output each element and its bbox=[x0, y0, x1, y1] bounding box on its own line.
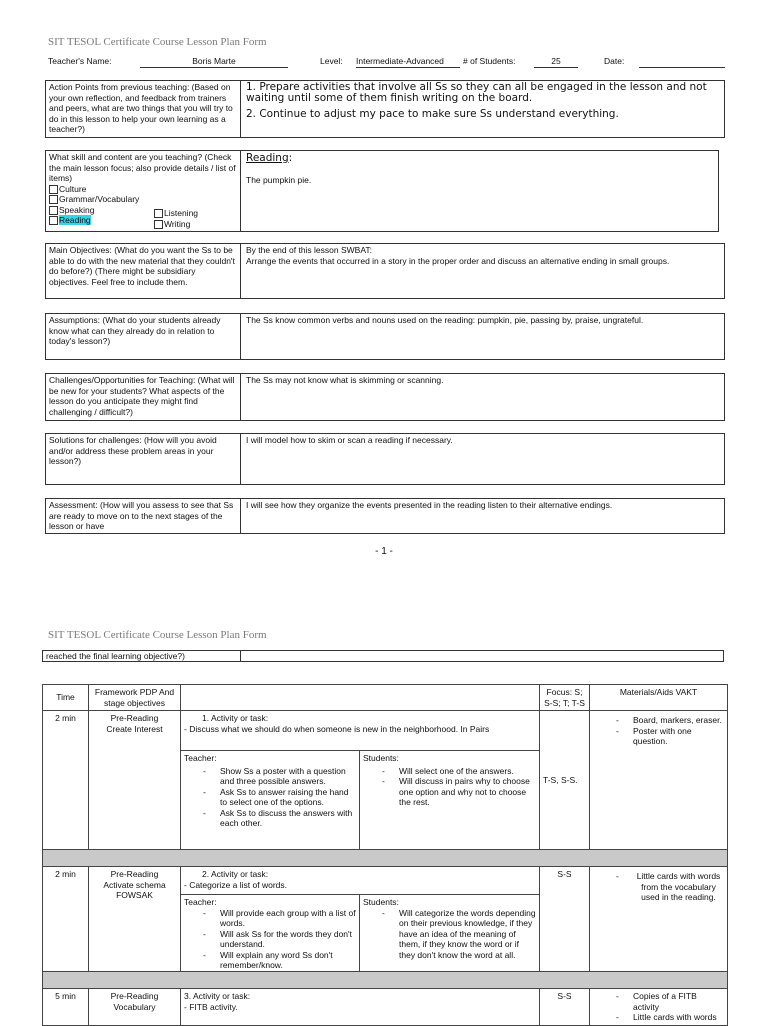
assumptions-section bbox=[45, 313, 725, 360]
row-3-materials bbox=[590, 989, 728, 1026]
table-row bbox=[43, 989, 728, 1026]
row-1-stage-title: Pre-Reading bbox=[110, 713, 159, 723]
list-item: - Ask Ss to answer raising the hand to select one of the options. bbox=[220, 787, 356, 808]
checkbox-culture[interactable] bbox=[49, 185, 58, 194]
row-1-focus: T-S, S-S. bbox=[540, 711, 590, 850]
row-2-activity[interactable] bbox=[181, 867, 540, 972]
assumptions-label: Assumptions: (What do your students already know what can they already do in relation to today's lesson?) bbox=[46, 314, 241, 359]
skill-label: What skill and content are you teaching? (Check the main lesson focus; also provide details / list of items) bbox=[49, 152, 236, 183]
option-speaking-label: Speaking bbox=[59, 204, 95, 215]
list-item: - Little cards with words from the vocabulary used in the reading. bbox=[633, 871, 724, 903]
row-1-activity-title: 1. Activity or task: bbox=[202, 713, 269, 723]
row-1-students bbox=[360, 751, 539, 849]
separator-cell bbox=[43, 972, 728, 989]
row-3-focus: S-S bbox=[540, 989, 590, 1026]
option-culture-label: Culture bbox=[59, 183, 87, 194]
assessment-continued bbox=[42, 650, 724, 662]
procedure-table bbox=[42, 684, 728, 1026]
row-1-teacher bbox=[181, 751, 360, 849]
row-1-time: 2 min bbox=[43, 711, 89, 850]
separator-cell bbox=[43, 850, 728, 867]
skill-heading bbox=[246, 152, 713, 165]
page-2-header: SIT TESOL Certificate Course Lesson Plan Form bbox=[48, 629, 267, 641]
skill-heading-text: Reading bbox=[246, 152, 289, 164]
row-3-activity[interactable] bbox=[181, 989, 540, 1026]
row-2-time: 2 min bbox=[43, 867, 89, 972]
list-item: - Board, markers, eraser. bbox=[633, 715, 724, 726]
header-time: Time bbox=[43, 685, 89, 711]
list-item: - Will explain any word Ss don't remember/know. bbox=[220, 950, 356, 971]
level-field[interactable]: Intermediate-Advanced bbox=[356, 56, 460, 68]
row-3-activity-desc: - FITB activity. bbox=[184, 1001, 238, 1012]
option-listening-label: Listening bbox=[164, 208, 199, 218]
option-reading-label: Reading bbox=[59, 215, 91, 225]
list-item: - Copies of a FITB activity bbox=[633, 991, 724, 1012]
date-field[interactable] bbox=[639, 56, 725, 68]
header-activity bbox=[181, 685, 540, 711]
table-row bbox=[43, 867, 728, 972]
teacher-name-field[interactable]: Boris Marte bbox=[140, 56, 288, 68]
row-3-stage bbox=[89, 989, 181, 1026]
row-2-focus: S-S bbox=[540, 867, 590, 972]
option-culture[interactable] bbox=[49, 184, 237, 195]
action-point-1: 1. Prepare activities that involve all Ss so they can all be engaged in the lesson and not waiting until some of them finish writing on the board. bbox=[246, 81, 707, 104]
skill-content: The pumpkin pie. bbox=[246, 174, 312, 185]
checkbox-writing[interactable] bbox=[154, 220, 163, 229]
row-1-activity-desc: - Discuss what we should do when someone is new in the neighborhood. In Pairs bbox=[184, 723, 490, 734]
option-reading[interactable] bbox=[49, 215, 237, 226]
row-1-stage bbox=[89, 711, 181, 850]
action-points-content[interactable] bbox=[241, 81, 724, 137]
row-1-students-label: Students: bbox=[363, 753, 399, 763]
objectives-label: Main Objectives: (What do you want the Ss to be able to do with the new material that they couldn't do before?) (There might be subsidiary objectives. Feel free to include them. bbox=[46, 244, 241, 298]
row-2-students-label: Students: bbox=[363, 897, 399, 907]
table-row bbox=[43, 711, 728, 850]
objectives-line-1: By the end of this lesson SWBAT: bbox=[246, 245, 372, 255]
challenges-content[interactable]: The Ss may not know what is skimming or scanning. bbox=[246, 375, 444, 385]
option-grammar-label: Grammar/Vocabulary bbox=[59, 194, 140, 204]
teacher-name-label: Teacher's Name: bbox=[48, 56, 112, 66]
row-1-roles bbox=[181, 750, 539, 849]
checkbox-listening[interactable] bbox=[154, 209, 163, 218]
row-2-stage bbox=[89, 867, 181, 972]
date-label: Date: bbox=[604, 56, 625, 66]
separator-row bbox=[43, 850, 728, 867]
list-item: - Will ask Ss for the words they don't understand. bbox=[220, 929, 356, 950]
assessment-label: Assessment: (How will you assess to see that Ss are ready to move on to the next stages of the lesson or have bbox=[46, 499, 241, 533]
action-points-label: Action Points from previous teaching: (Based on your own reflection, and feedback from trainers and peers, what are two things that you will try to do in this lesson to help your own learning as a teacher?) bbox=[46, 81, 241, 137]
header-framework: Framework PDP And stage objectives bbox=[89, 685, 181, 711]
level-label: Level: bbox=[320, 56, 343, 66]
header-focus: Focus: S; S-S; T; T-S bbox=[540, 685, 590, 711]
checkbox-reading[interactable] bbox=[49, 216, 58, 225]
objectives-section bbox=[45, 243, 725, 299]
solutions-content[interactable]: I will model how to skim or scan a reading if necessary. bbox=[246, 435, 453, 445]
option-speaking[interactable] bbox=[49, 205, 237, 216]
row-1-teacher-label: Teacher: bbox=[184, 753, 217, 763]
row-3-stage-title: Pre-Reading bbox=[110, 991, 159, 1001]
action-point-2: 2. Continue to adjust my pace to make sure Ss understand everything. bbox=[246, 108, 619, 120]
row-2-activity-title: 2. Activity or task: bbox=[202, 869, 269, 879]
solutions-section bbox=[45, 433, 725, 485]
option-writing[interactable] bbox=[154, 219, 190, 230]
row-3-time: 5 min bbox=[43, 989, 89, 1026]
assessment-content[interactable]: I will see how they organize the events presented in the reading listen to their alternative endings. bbox=[246, 500, 613, 510]
row-2-activity-desc: - Categorize a list of words. bbox=[184, 879, 287, 890]
row-3-stage-sub: Vocabulary bbox=[113, 1001, 156, 1012]
objectives-content[interactable] bbox=[241, 244, 724, 298]
separator-row bbox=[43, 972, 728, 989]
list-item: - Poster with one question. bbox=[633, 726, 724, 747]
page-header: SIT TESOL Certificate Course Lesson Plan Form bbox=[48, 36, 267, 48]
option-grammar[interactable] bbox=[49, 194, 237, 205]
list-item: - Will categorize the words depending on their previous knowledge, if they have an idea of the meaning of them, if they know the word or if they don't know the word at all. bbox=[399, 908, 536, 961]
assumptions-content[interactable]: The Ss know common verbs and nouns used on the reading: pumpkin, pie, passing by, praise, ungrateful. bbox=[246, 315, 644, 325]
row-1-stage-sub: Create Interest bbox=[106, 723, 163, 734]
row-3-activity-title: 3. Activity or task: bbox=[184, 991, 251, 1001]
row-1-activity[interactable] bbox=[181, 711, 540, 850]
row-2-stage-sub2: FOWSAK bbox=[116, 890, 153, 900]
list-item: - Will discuss in pairs why to choose one option and why not to choose the rest. bbox=[399, 776, 536, 808]
list-item: - Will select one of the answers. bbox=[399, 766, 536, 777]
skill-label-cell bbox=[46, 151, 241, 231]
row-2-stage-title: Pre-Reading bbox=[110, 869, 159, 879]
objectives-line-2: Arrange the events that occurred in a story in the proper order and discuss an alternative ending in small groups. bbox=[246, 255, 670, 266]
action-points-section bbox=[45, 80, 725, 138]
page-number: - 1 - bbox=[375, 546, 393, 557]
row-2-stage-sub: Activate schema bbox=[103, 879, 166, 890]
header-materials: Materials/Aids VAKT bbox=[590, 685, 728, 711]
assessment-continued-label: reached the final learning objective?) bbox=[43, 651, 241, 661]
skill-content-cell[interactable] bbox=[241, 151, 718, 231]
option-listening[interactable] bbox=[154, 208, 198, 219]
assessment-continued-content[interactable] bbox=[241, 651, 723, 661]
checkbox-grammar[interactable] bbox=[49, 195, 58, 204]
row-1-materials bbox=[590, 711, 728, 850]
row-2-students bbox=[360, 895, 539, 971]
assessment-section bbox=[45, 498, 725, 534]
table-header-row bbox=[43, 685, 728, 711]
skill-content-section bbox=[45, 150, 719, 232]
row-2-roles bbox=[181, 894, 539, 971]
challenges-section bbox=[45, 373, 725, 421]
solutions-label: Solutions for challenges: (How will you avoid and/or address these problem areas in your lesson?) bbox=[46, 434, 241, 484]
row-2-materials bbox=[590, 867, 728, 972]
list-item: - Little cards with words bbox=[633, 1012, 724, 1023]
teacher-info-row bbox=[48, 56, 728, 70]
students-field[interactable]: 25 bbox=[534, 56, 578, 68]
students-label: # of Students: bbox=[463, 56, 516, 66]
row-2-teacher bbox=[181, 895, 360, 971]
list-item: - Ask Ss to discuss the answers with each other. bbox=[220, 808, 356, 829]
skill-heading-colon: : bbox=[288, 152, 293, 164]
list-item: - Will provide each group with a list of words. bbox=[220, 908, 356, 929]
checkbox-speaking[interactable] bbox=[49, 206, 58, 215]
row-2-teacher-label: Teacher: bbox=[184, 897, 217, 907]
list-item: - Show Ss a poster with a question and three possible answers. bbox=[220, 766, 356, 787]
challenges-label: Challenges/Opportunities for Teaching: (What will be new for your students? What aspects of the lesson do you anticipate they might find challenging / difficult?) bbox=[46, 374, 241, 420]
option-writing-label: Writing bbox=[164, 219, 191, 229]
